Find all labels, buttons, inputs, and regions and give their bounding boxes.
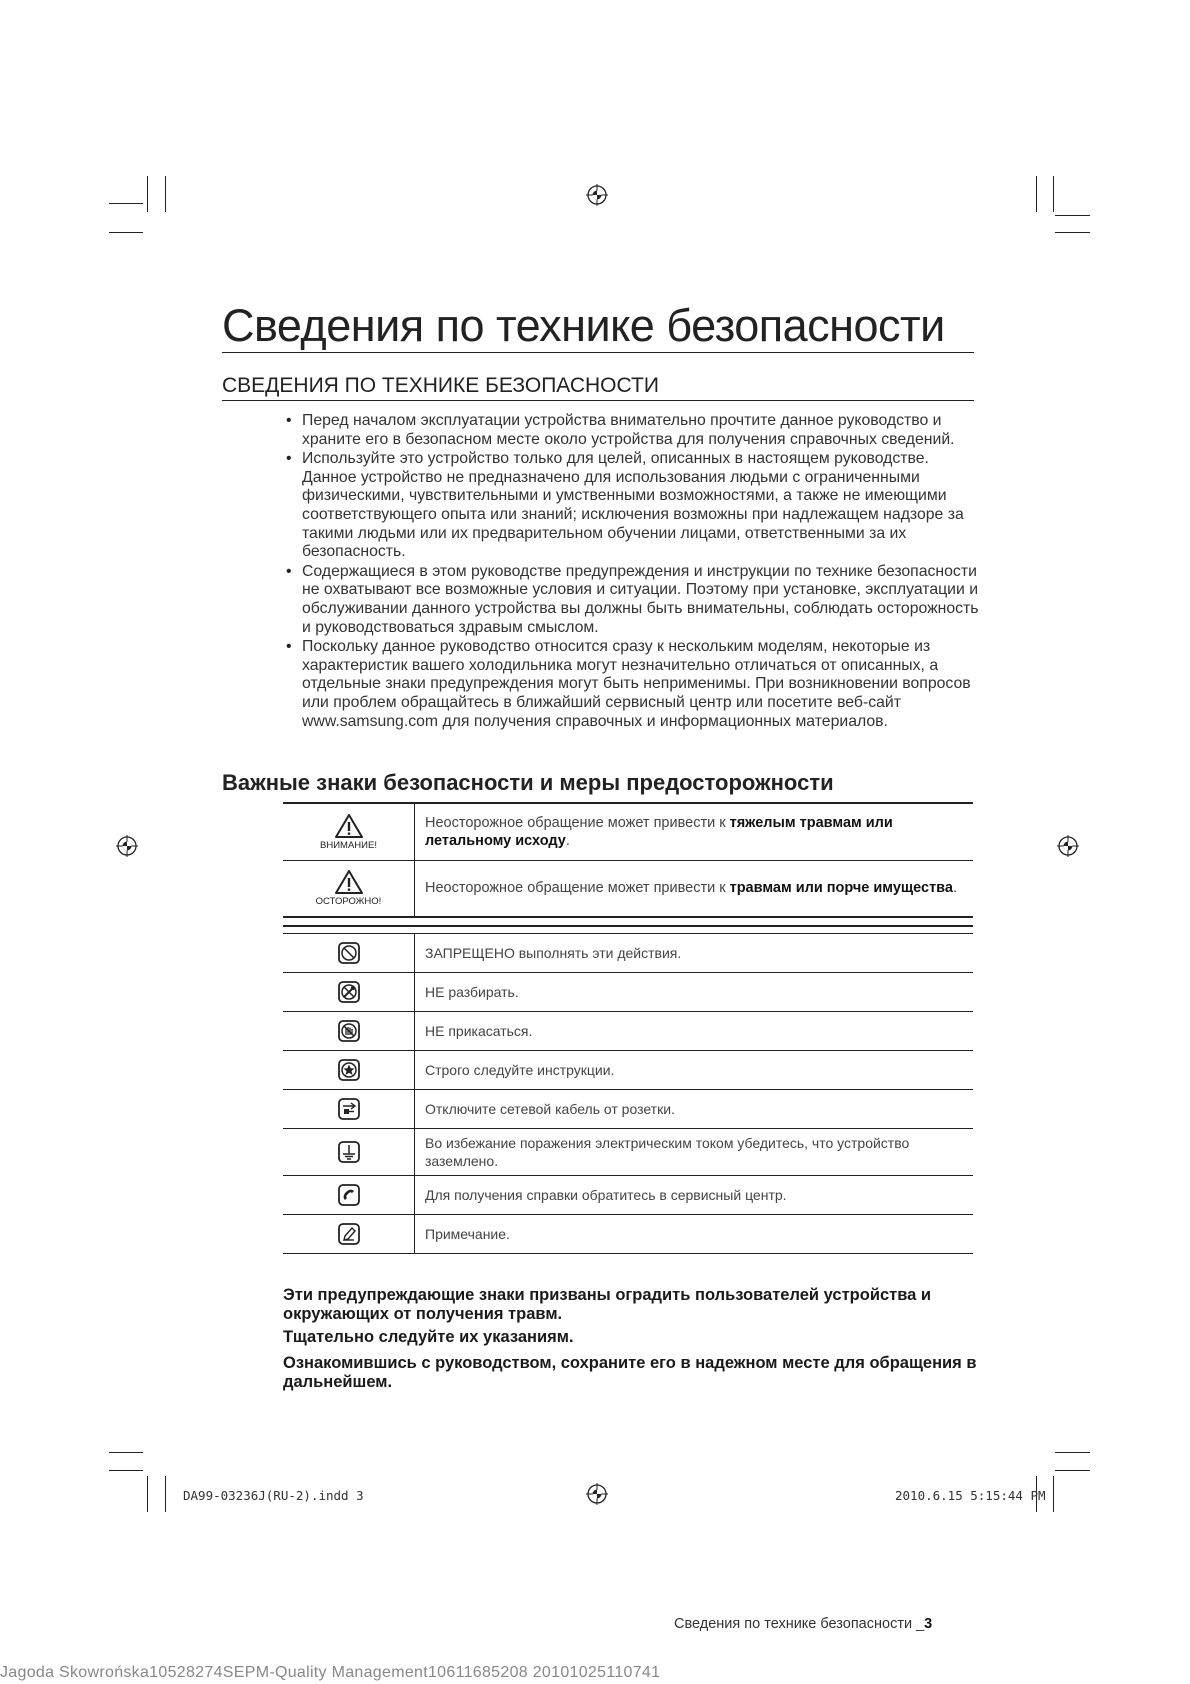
- crop-mark: [165, 176, 166, 212]
- ground-icon: [337, 1140, 361, 1164]
- do-not-touch-icon: [337, 1019, 361, 1043]
- crop-mark: [109, 203, 143, 204]
- do-not-disassemble-icon: [337, 980, 361, 1004]
- registration-mark-icon: [586, 1483, 608, 1505]
- closing-text: Эти предупреждающие знаки призваны оградить пользователей устройства и окружающих от получения травм.: [283, 1286, 932, 1323]
- list-item: • Используйте это устройство только для целей, описанных в настоящем руководстве. Данное устройство не предназначено для использования людьми с ограниченными физическими, чувствительными и умственными возможностями, а также не имеющими соответствующего опыта или знаний; исключения возможны при надлежащем надзоре за такими людьми или их предварительном обучении лицами, ответственными за их безопасность.: [282, 450, 982, 562]
- watermark: Jagoda Skowrońska10528274SEPM-Quality Management10611685208 20101025110741: [0, 1664, 661, 1681]
- table-row: [283, 1012, 973, 1051]
- list-item: • Содержащиеся в этом руководстве предупреждения и инструкции по технике безопасности не охватывают все возможные условия и ситуации. Поэтому при установке, эксплуатации и обслуживании данного устройства вы должны быть внимательны, соблюдать осторожность и руководствоваться здравым смыслом.: [282, 563, 982, 637]
- table-row: [283, 1129, 973, 1176]
- registration-mark-icon: [586, 184, 608, 206]
- note-icon: [337, 1222, 361, 1246]
- crop-mark: [1055, 215, 1090, 216]
- symbol-description: ЗАПРЕЩЕНО выполнять эти действия.: [425, 945, 682, 961]
- registration-mark-icon: [116, 835, 138, 857]
- symbol-description: Для получения справки обратитесь в сервисный центр.: [425, 1187, 787, 1203]
- crop-mark: [147, 176, 148, 212]
- registration-mark-icon: [1057, 835, 1079, 857]
- warning-text: Неосторожное обращение может привести к тяжелым травмам или летальному исходу.: [425, 814, 893, 849]
- crop-mark: [109, 232, 143, 233]
- unplug-icon: [337, 1097, 361, 1121]
- list-item: • Перед началом эксплуатации устройства внимательно прочтите данное руководство и храните его в безопасном месте около устройства для получения справочных сведений.: [282, 412, 982, 449]
- crop-mark: [1053, 1476, 1054, 1512]
- symbol-description: Отключите сетевой кабель от розетки.: [425, 1101, 675, 1117]
- table-row: [283, 803, 973, 860]
- follow-instructions-icon: [337, 1058, 361, 1082]
- warning-label: ВНИМАНИЕ!: [320, 839, 377, 851]
- safety-bullet-list: [282, 412, 982, 732]
- list-item: • Поскольку данное руководство относится сразу к нескольким моделям, некоторые из характеристик вашего холодильника могут незначительно отличаться от описанных, а отдельные знаки предупреждения могут быть неприменимы. При возникновении вопросов или проблем обращайтесь в ближайший сервисный центр или посетите веб-сайт www.samsung.com для получения справочных и информационных материалов.: [282, 638, 982, 731]
- warning-triangle-icon: [334, 813, 364, 839]
- crop-mark: [147, 1476, 148, 1512]
- crop-mark: [165, 1476, 166, 1512]
- warning-table: [283, 802, 973, 918]
- page-footer: Сведения по технике безопасности _3: [674, 1616, 933, 1632]
- service-center-icon: [337, 1183, 361, 1207]
- table-row: [283, 1215, 973, 1254]
- divider: [283, 925, 973, 927]
- table-row: [283, 860, 973, 917]
- crop-mark: [1053, 176, 1054, 212]
- symbol-description: НЕ прикасаться.: [425, 1023, 533, 1039]
- section-heading: СВЕДЕНИЯ ПО ТЕХНИКЕ БЕЗОПАСНОСТИ: [222, 373, 974, 401]
- crop-mark: [1036, 176, 1037, 212]
- symbol-description: Строго следуйте инструкции.: [425, 1062, 615, 1078]
- table-row: [283, 1176, 973, 1215]
- slug-date: 2010.6.15 5:15:44 PM: [895, 1488, 1046, 1503]
- crop-mark: [109, 1452, 143, 1453]
- crop-mark: [1055, 1452, 1090, 1453]
- table-row: [283, 1090, 973, 1129]
- symbols-table: [283, 933, 973, 1254]
- symbol-description: Примечание.: [425, 1226, 510, 1242]
- symbol-description: НЕ разбирать.: [425, 984, 519, 1000]
- page-number: 3: [924, 1616, 933, 1632]
- page-title: Сведения по технике безопасности: [222, 300, 974, 353]
- symbol-description: Во избежание поражения электрическим током убедитесь, что устройство заземлено.: [425, 1135, 910, 1169]
- closing-text: Ознакомившись с руководством, сохраните его в надежном месте для обращения в дальнейшем.: [283, 1354, 977, 1391]
- prohibited-icon: [337, 941, 361, 965]
- table-row: [283, 934, 973, 973]
- caution-label: ОСТОРОЖНО!: [315, 896, 382, 908]
- crop-mark: [1055, 1470, 1090, 1471]
- closing-text: Тщательно следуйте их указаниям.: [283, 1328, 574, 1346]
- caution-triangle-icon: [334, 869, 364, 895]
- table-row: [283, 973, 973, 1012]
- signs-heading: Важные знаки безопасности и меры предосторожности: [222, 770, 834, 795]
- caution-text: Неосторожное обращение может привести к травмам или порче имущества.: [425, 880, 957, 897]
- slug-file: DA99-03236J(RU-2).indd 3: [183, 1488, 364, 1503]
- crop-mark: [109, 1470, 143, 1471]
- table-row: [283, 1051, 973, 1090]
- crop-mark: [1055, 232, 1090, 233]
